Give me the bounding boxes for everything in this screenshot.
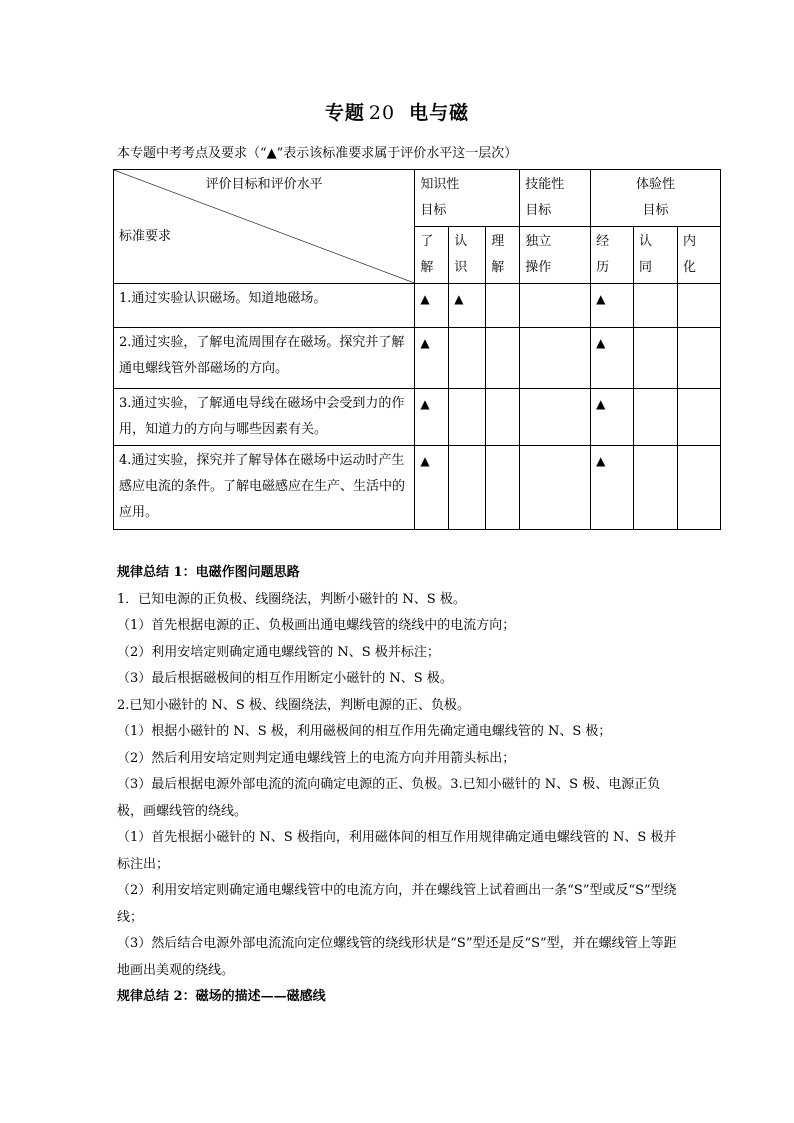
corner-top-label: 评价目标和评价水平 bbox=[205, 177, 323, 192]
table-intro: 本专题中考考点及要求（“▲”表示该标准要求属于评价水平这一层次） bbox=[117, 146, 518, 161]
level-mark bbox=[634, 389, 678, 446]
group-header-skill bbox=[520, 170, 591, 227]
level-mark: ▲ bbox=[591, 328, 634, 389]
level-mark bbox=[486, 446, 520, 530]
level-text: 理 bbox=[491, 234, 505, 249]
level-mark: ▲ bbox=[415, 328, 449, 389]
level-text: 解 bbox=[420, 260, 434, 275]
level-mark bbox=[677, 328, 720, 389]
level-text: 历 bbox=[596, 260, 610, 275]
level-mark bbox=[449, 328, 486, 389]
summary-line: （2）然后利用安培定则判定通电螺线管上的电流方向并用箭头标出； bbox=[117, 750, 516, 766]
corner-bottom-label: 标准要求 bbox=[119, 229, 172, 244]
requirement-text: 1.通过实验认识磁场。知道地磁场。 bbox=[114, 284, 415, 328]
group-header-line: 技能性 bbox=[525, 177, 565, 192]
summary-line: 1．已知电源的正负极、线圈绕法，判断小磁针的 N、S 极。 bbox=[117, 591, 466, 607]
level-mark bbox=[520, 389, 591, 446]
page-title bbox=[0, 98, 794, 125]
level-text: 内 bbox=[682, 234, 696, 249]
group-header-line: 目标 bbox=[642, 203, 669, 218]
level-mark: ▲ bbox=[449, 284, 486, 328]
level-text: 了 bbox=[420, 234, 434, 249]
level-text: 解 bbox=[491, 260, 505, 275]
level-mark bbox=[634, 446, 678, 530]
level-header bbox=[486, 227, 520, 284]
summary-line: （2）利用安培定则确定通电螺线管的 N、S 极并标注； bbox=[117, 644, 440, 660]
requirement-text: 4.通过实验，探究并了解导体在磁场中运动时产生感应电流的条件。了解电磁感应在生产、生活中的应用。 bbox=[114, 446, 415, 530]
level-mark bbox=[677, 389, 720, 446]
summary-line: （1）首先根据电源的正、负极画出通电螺线管的绕线中的电流方向； bbox=[117, 618, 516, 633]
table-row bbox=[114, 389, 721, 446]
requirements-table bbox=[113, 169, 721, 530]
title-label: 专题 bbox=[324, 102, 365, 124]
summary-line: 2.已知小磁针的 N、S 极、线圈绕法，判断电源的正、负极。 bbox=[117, 697, 470, 713]
summary-line: （3）最后根据电源外部电流的流向确定电源的正、负极。3.已知小磁针的 N、S 极、电源正负极，画螺线管的绕线。 bbox=[117, 777, 661, 819]
level-mark: ▲ bbox=[591, 446, 634, 530]
summary-1-heading: 规律总结 1：电磁作图问题思路 bbox=[117, 565, 300, 580]
level-mark: ▲ bbox=[415, 284, 449, 328]
level-mark: ▲ bbox=[415, 389, 449, 446]
table-corner-cell bbox=[114, 170, 415, 284]
level-mark bbox=[486, 328, 520, 389]
level-header bbox=[415, 227, 449, 284]
level-text: 化 bbox=[682, 260, 696, 275]
group-header-knowledge bbox=[415, 170, 520, 227]
summary-2-heading: 规律总结 2：磁场的描述——磁感线 bbox=[117, 989, 326, 1004]
table-row bbox=[114, 446, 721, 530]
group-header-experience bbox=[591, 170, 721, 227]
summary-line: （1）首先根据小磁针的 N、S 极指向，利用磁体间的相互作用规律确定通电螺线管的 N、S 极并标注出； bbox=[117, 830, 677, 872]
level-header bbox=[591, 227, 634, 284]
title-subject: 电与磁 bbox=[409, 102, 470, 124]
summary-line: （3）然后结合电源外部电流流向定位螺线管的绕线形状是“S”型还是反“S”型，并在螺线管上等距地画出美观的绕线。 bbox=[117, 936, 677, 978]
level-text: 操作 bbox=[525, 260, 552, 275]
requirement-text: 2.通过实验，了解电流周围存在磁场。探究并了解通电螺线管外部磁场的方向。 bbox=[114, 328, 415, 389]
level-header bbox=[520, 227, 591, 284]
group-header-line: 知识性 bbox=[420, 177, 460, 192]
level-header bbox=[449, 227, 486, 284]
level-mark: ▲ bbox=[415, 446, 449, 530]
group-header-line: 目标 bbox=[420, 203, 447, 218]
requirement-text: 3.通过实验，了解通电导线在磁场中会受到力的作用，知道力的方向与哪些因素有关。 bbox=[114, 389, 415, 446]
level-mark bbox=[634, 328, 678, 389]
level-mark bbox=[634, 284, 678, 328]
level-mark bbox=[486, 389, 520, 446]
table-row bbox=[114, 328, 721, 389]
level-mark bbox=[486, 284, 520, 328]
level-mark: ▲ bbox=[591, 389, 634, 446]
level-mark bbox=[677, 446, 720, 530]
summary-line: （3）最后根据磁极间的相互作用断定小磁针的 N、S 极。 bbox=[117, 671, 453, 686]
summary-section bbox=[117, 560, 677, 1011]
level-mark bbox=[449, 389, 486, 446]
level-mark bbox=[449, 446, 486, 530]
level-header bbox=[677, 227, 720, 284]
table-row bbox=[114, 284, 721, 328]
level-text: 同 bbox=[639, 260, 653, 275]
level-text: 认 bbox=[639, 234, 653, 249]
level-mark bbox=[677, 284, 720, 328]
group-header-line: 目标 bbox=[525, 203, 552, 218]
level-mark bbox=[520, 446, 591, 530]
level-mark: ▲ bbox=[591, 284, 634, 328]
group-header-line: 体验性 bbox=[636, 177, 676, 192]
level-mark bbox=[520, 328, 591, 389]
level-text: 识 bbox=[454, 260, 468, 275]
summary-line: （2）利用安培定则确定通电螺线管中的电流方向，并在螺线管上试着画出一条“S”型或反“S”型绕线； bbox=[117, 883, 677, 925]
level-mark bbox=[520, 284, 591, 328]
summary-line: （1）根据小磁针的 N、S 极，利用磁极间的相互作用先确定通电螺线管的 N、S 极； bbox=[117, 724, 612, 739]
title-number: 20 bbox=[368, 102, 396, 124]
level-text: 认 bbox=[454, 234, 468, 249]
level-text: 经 bbox=[596, 234, 610, 249]
level-text: 独立 bbox=[525, 234, 552, 249]
level-header bbox=[634, 227, 678, 284]
